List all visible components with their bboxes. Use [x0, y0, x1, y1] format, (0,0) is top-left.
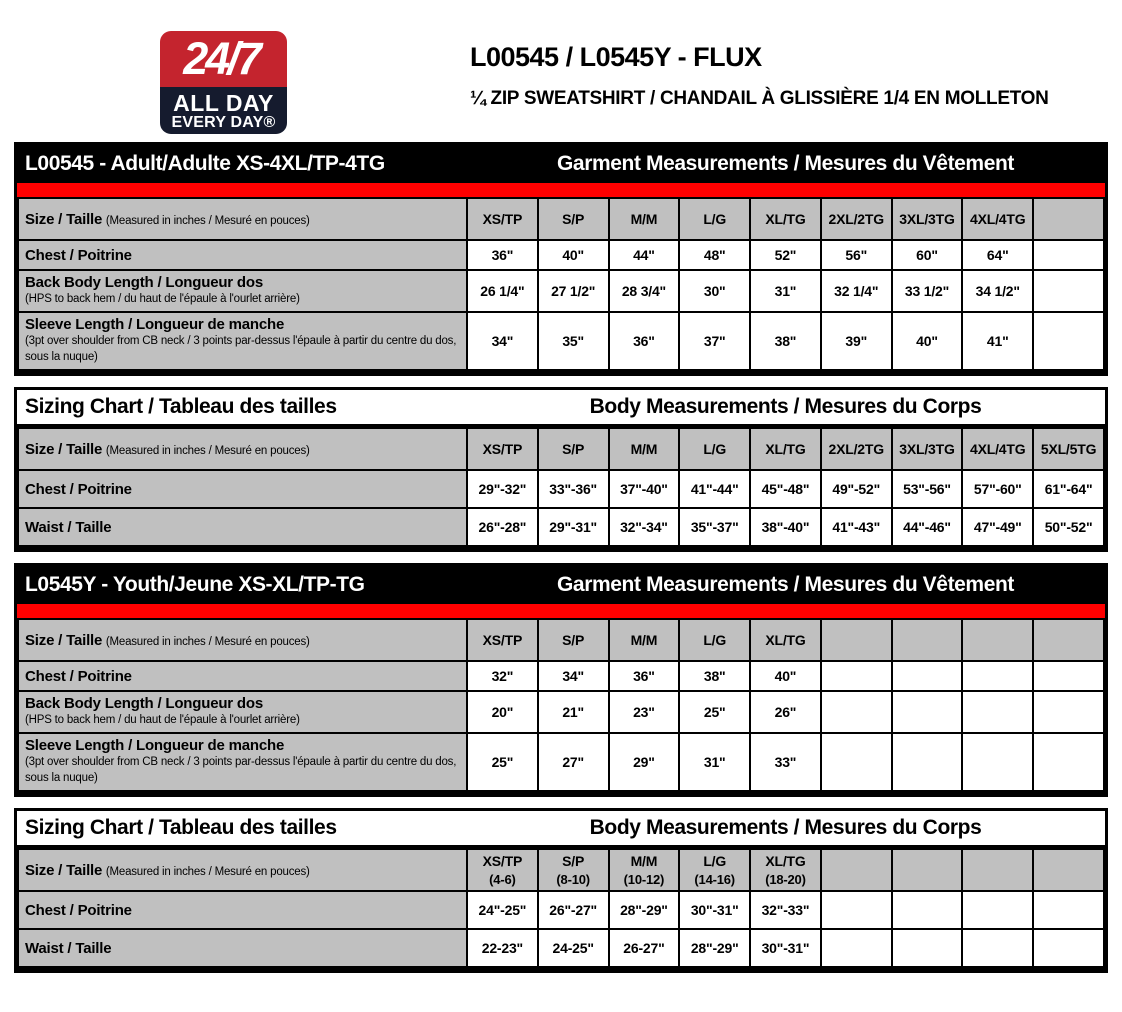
measurement-row — [18, 691, 1104, 733]
measure-value-cell — [1033, 733, 1104, 791]
logo-all-day-text: ALL DAY — [173, 90, 274, 116]
youth-body-size-row — [18, 849, 1104, 891]
measure-value-cell: 52" — [750, 240, 821, 270]
measure-value-cell: 28"-29" — [679, 929, 750, 967]
page-header — [0, 0, 1122, 142]
measure-value-cell: 32"-34" — [609, 508, 680, 546]
adult-body-title-bar — [17, 390, 1105, 427]
adult-body-title-right: Body Measurements / Mesures du Corps — [589, 395, 982, 419]
measure-value-cell — [1033, 929, 1104, 967]
measure-value-cell: 24"-25" — [467, 891, 538, 929]
size-col-name: XS/TP — [482, 632, 523, 649]
measure-value-cell — [1033, 691, 1104, 733]
size-taille-label-cell — [18, 619, 467, 661]
size-col-name: L/G — [703, 211, 727, 227]
size-charts-container — [0, 142, 1122, 973]
measure-value-cell: 60" — [892, 240, 963, 270]
measurement-row — [18, 733, 1104, 791]
size-col-name: XL/TG — [765, 853, 806, 870]
measure-label: Back Body Length / Longueur dos — [25, 695, 263, 713]
measure-value-cell: 50"-52" — [1033, 508, 1104, 546]
measure-value-cell: 31" — [750, 270, 821, 312]
adult-garment-grid — [17, 197, 1105, 371]
measure-value-cell: 28"-29" — [609, 891, 680, 929]
measure-value-cell: 30"-31" — [679, 891, 750, 929]
measure-value-cell: 40" — [538, 240, 609, 270]
measure-value-cell: 53"-56" — [892, 470, 963, 508]
measure-value-cell: 39" — [821, 312, 892, 370]
measure-value-cell: 30"-31" — [750, 929, 821, 967]
measure-value-cell: 32 1/4" — [821, 270, 892, 312]
measure-value-cell: 34" — [467, 312, 538, 370]
measure-label: Chest / Poitrine — [25, 667, 132, 685]
measure-value-cell: 40" — [892, 312, 963, 370]
size-col-name: L/G — [703, 441, 727, 458]
measure-value-cell — [821, 891, 892, 929]
measure-value-cell: 57"-60" — [962, 470, 1033, 508]
measure-value-cell: 38" — [679, 661, 750, 691]
adult-garment-title-bar — [17, 145, 1105, 183]
size-col-header — [750, 428, 821, 470]
measure-value-cell — [892, 661, 963, 691]
adult-garment-red-divider — [17, 183, 1105, 197]
size-col-name: S/P — [562, 211, 585, 227]
measure-value-cell: 29"-31" — [538, 508, 609, 546]
size-col-header — [750, 619, 821, 661]
size-col-header — [892, 198, 963, 240]
measure-value-cell — [962, 733, 1033, 791]
adult-body-chart — [14, 387, 1108, 552]
measure-value-cell: 26"-28" — [467, 508, 538, 546]
measure-value-cell — [1033, 270, 1104, 312]
measure-value-cell: 36" — [609, 312, 680, 370]
size-col-header — [962, 619, 1033, 661]
size-col-header — [750, 198, 821, 240]
youth-garment-title-right: Garment Measurements / Mesures du Vêtement — [556, 573, 1015, 597]
measure-label: Back Body Length / Longueur dos — [25, 274, 263, 291]
size-col-header — [538, 198, 609, 240]
size-col-header — [467, 619, 538, 661]
measure-label-cell — [18, 470, 467, 508]
size-col-header — [538, 619, 609, 661]
size-taille-label: Size / Taille — [25, 631, 103, 649]
measurement-row — [18, 508, 1104, 546]
measure-value-cell: 56" — [821, 240, 892, 270]
size-col-name: 2XL/2TG — [828, 441, 884, 458]
size-col-header — [609, 198, 680, 240]
adult-garment-chart — [14, 142, 1108, 376]
measure-value-cell: 64" — [962, 240, 1033, 270]
measure-label-cell — [18, 661, 467, 691]
adult-garment-title-left: L00545 - Adult/Adulte XS-4XL/TP-4TG — [25, 152, 385, 175]
measure-value-cell — [1033, 661, 1104, 691]
measure-label-cell — [18, 508, 467, 546]
measure-label: Waist / Taille — [25, 939, 112, 957]
measure-label: Chest / Poitrine — [25, 901, 132, 919]
measure-value-cell — [892, 929, 963, 967]
measurement-row — [18, 929, 1104, 967]
size-col-header — [821, 428, 892, 470]
size-col-name: L/G — [703, 853, 727, 870]
size-col-header — [1033, 619, 1104, 661]
size-col-header — [679, 849, 750, 891]
youth-garment-title-bar — [17, 566, 1105, 604]
measure-note: (3pt over shoulder from CB neck / 3 points par-dessus l'épaule à partir du centre du dos, sous la nuque) — [25, 334, 457, 364]
measure-label-cell — [18, 733, 467, 791]
measure-value-cell: 29"-32" — [467, 470, 538, 508]
measure-value-cell: 26 1/4" — [467, 270, 538, 312]
measure-value-cell: 21" — [538, 691, 609, 733]
measurement-row — [18, 312, 1104, 370]
adult-body-grid — [17, 427, 1105, 547]
size-col-header — [821, 619, 892, 661]
measure-value-cell: 38" — [750, 312, 821, 370]
measure-value-cell: 35"-37" — [679, 508, 750, 546]
youth-body-title-right: Body Measurements / Mesures du Corps — [589, 816, 982, 840]
size-col-header — [821, 198, 892, 240]
measure-value-cell: 38"-40" — [750, 508, 821, 546]
size-col-header — [962, 198, 1033, 240]
measure-value-cell: 26" — [750, 691, 821, 733]
measure-value-cell — [962, 929, 1033, 967]
size-col-name: XS/TP — [482, 441, 523, 458]
size-col-header — [609, 619, 680, 661]
measure-value-cell: 26-27" — [609, 929, 680, 967]
measure-value-cell: 31" — [679, 733, 750, 791]
measure-value-cell: 44"-46" — [892, 508, 963, 546]
youth-body-title-left: Sizing Chart / Tableau des tailles — [25, 816, 337, 840]
size-col-header — [679, 198, 750, 240]
measure-value-cell — [1033, 240, 1104, 270]
measure-value-cell: 27" — [538, 733, 609, 791]
size-col-name: M/M — [630, 853, 658, 870]
measure-value-cell — [892, 891, 963, 929]
logo-24-7-text: 24/7 — [160, 31, 287, 87]
size-taille-label: Size / Taille — [25, 861, 103, 879]
measure-label: Waist / Taille — [25, 518, 112, 536]
size-col-range: (8-10) — [556, 872, 590, 888]
size-col-header — [892, 849, 963, 891]
brand-logo — [160, 31, 287, 134]
measure-value-cell: 40" — [750, 661, 821, 691]
measure-label-cell — [18, 691, 467, 733]
adult-body-title-left: Sizing Chart / Tableau des tailles — [25, 395, 337, 419]
size-col-header — [679, 428, 750, 470]
measure-label-cell — [18, 240, 467, 270]
size-taille-label-cell — [18, 428, 467, 470]
measure-value-cell: 32" — [467, 661, 538, 691]
size-col-header — [1033, 849, 1104, 891]
size-col-header — [538, 428, 609, 470]
measure-value-cell: 33"-36" — [538, 470, 609, 508]
size-col-name: XS/TP — [482, 853, 523, 870]
size-col-name: XL/TG — [765, 441, 806, 458]
size-col-range: (18-20) — [765, 872, 806, 888]
size-units-note: (Measured in inches / Mesuré en pouces) — [105, 444, 310, 457]
measure-value-cell: 25" — [679, 691, 750, 733]
measure-value-cell: 27 1/2" — [538, 270, 609, 312]
measure-value-cell — [821, 691, 892, 733]
measure-value-cell: 41" — [962, 312, 1033, 370]
size-col-name: S/P — [562, 632, 585, 649]
size-col-name: XS/TP — [482, 211, 523, 227]
size-col-header — [1033, 428, 1104, 470]
youth-garment-size-row — [18, 619, 1104, 661]
size-units-note: (Measured in inches / Mesuré en pouces) — [105, 635, 310, 648]
size-col-header — [892, 428, 963, 470]
measure-value-cell — [821, 929, 892, 967]
size-col-header — [609, 849, 680, 891]
measure-value-cell: 28 3/4" — [609, 270, 680, 312]
measure-value-cell — [962, 891, 1033, 929]
logo-every-day-text: EVERY DAY® — [171, 114, 276, 131]
product-code-title: L00545 / L0545Y - FLUX — [470, 42, 762, 72]
youth-body-chart — [14, 808, 1108, 973]
measure-value-cell — [1033, 891, 1104, 929]
youth-garment-grid — [17, 618, 1105, 792]
measure-value-cell: 41"-43" — [821, 508, 892, 546]
measure-value-cell: 36" — [609, 661, 680, 691]
size-col-header — [467, 198, 538, 240]
measurement-row — [18, 270, 1104, 312]
size-col-header — [609, 428, 680, 470]
size-col-header — [538, 849, 609, 891]
size-units-note: (Measured in inches / Mesuré en pouces) — [105, 865, 310, 878]
size-units-note: (Measured in inches / Mesuré en pouces) — [105, 214, 310, 227]
measure-value-cell: 25" — [467, 733, 538, 791]
measure-label-cell — [18, 929, 467, 967]
measurement-row — [18, 240, 1104, 270]
measure-value-cell — [962, 691, 1033, 733]
size-taille-label-cell — [18, 198, 467, 240]
measure-label: Chest / Poitrine — [25, 480, 132, 498]
size-col-name: M/M — [630, 211, 658, 227]
measure-label-cell — [18, 270, 467, 312]
size-col-header — [892, 619, 963, 661]
size-col-header — [750, 849, 821, 891]
youth-body-grid — [17, 848, 1105, 968]
size-col-name: 2XL/2TG — [828, 211, 884, 227]
measure-value-cell: 47"-49" — [962, 508, 1033, 546]
youth-garment-chart — [14, 563, 1108, 797]
measurement-row — [18, 470, 1104, 508]
measure-value-cell — [892, 691, 963, 733]
measure-value-cell — [1033, 312, 1104, 370]
measure-value-cell — [821, 661, 892, 691]
product-name-subtitle: ¼ ZIP SWEATSHIRT / CHANDAIL À GLISSIÈRE 1/4 EN MOLLETON — [470, 88, 1049, 109]
size-taille-label-cell — [18, 849, 467, 891]
size-col-header — [962, 849, 1033, 891]
measure-value-cell: 41"-44" — [679, 470, 750, 508]
measure-label: Chest / Poitrine — [25, 246, 132, 264]
adult-body-size-row — [18, 428, 1104, 470]
measure-value-cell: 33" — [750, 733, 821, 791]
size-col-header — [467, 428, 538, 470]
size-col-name: 4XL/4TG — [970, 211, 1026, 227]
measure-label-cell — [18, 891, 467, 929]
youth-body-title-bar — [17, 811, 1105, 848]
measure-label-cell — [18, 312, 467, 370]
measure-value-cell: 33 1/2" — [892, 270, 963, 312]
size-col-name: L/G — [703, 632, 727, 649]
adult-garment-title-right: Garment Measurements / Mesures du Vêtement — [556, 152, 1015, 175]
measure-value-cell: 49"-52" — [821, 470, 892, 508]
measure-label: Sleeve Length / Longueur de manche — [25, 736, 285, 754]
measure-note: (HPS to back hem / du haut de l'épaule à l'ourlet arrière) — [25, 714, 300, 727]
title-block — [470, 42, 1110, 110]
measure-value-cell: 44" — [609, 240, 680, 270]
size-col-header — [467, 849, 538, 891]
measure-label: Sleeve Length / Longueur de manche — [25, 315, 285, 333]
measure-value-cell: 23" — [609, 691, 680, 733]
size-col-name: 4XL/4TG — [970, 441, 1026, 458]
measure-value-cell: 37" — [679, 312, 750, 370]
size-col-name: 5XL/5TG — [1040, 441, 1097, 458]
youth-garment-title-left: L0545Y - Youth/Jeune XS-XL/TP-TG — [25, 573, 365, 597]
size-col-name: XL/TG — [765, 632, 806, 649]
measure-value-cell: 35" — [538, 312, 609, 370]
youth-garment-red-divider — [17, 604, 1105, 618]
measure-value-cell: 36" — [467, 240, 538, 270]
measure-value-cell — [821, 733, 892, 791]
measure-value-cell: 30" — [679, 270, 750, 312]
measure-value-cell: 45"-48" — [750, 470, 821, 508]
measure-value-cell: 32"-33" — [750, 891, 821, 929]
size-col-range: (10-12) — [623, 872, 665, 888]
size-col-name: 3XL/3TG — [899, 441, 955, 458]
measure-note: (HPS to back hem / du haut de l'épaule à l'ourlet arrière) — [25, 293, 300, 305]
size-col-name: 3XL/3TG — [899, 211, 955, 227]
measurement-row — [18, 891, 1104, 929]
measure-value-cell — [892, 733, 963, 791]
measure-value-cell: 29" — [609, 733, 680, 791]
measure-value-cell: 37"-40" — [609, 470, 680, 508]
measure-note: (3pt over shoulder from CB neck / 3 points par-dessus l'épaule à partir du centre du dos, sous la nuque) — [25, 755, 457, 785]
logo-tagline — [160, 87, 287, 134]
size-col-header — [1033, 198, 1104, 240]
size-col-range: (14-16) — [694, 872, 735, 888]
adult-garment-size-row — [18, 198, 1104, 240]
measure-value-cell: 34" — [538, 661, 609, 691]
measure-value-cell: 26"-27" — [538, 891, 609, 929]
measure-value-cell: 24-25" — [538, 929, 609, 967]
size-col-name: S/P — [562, 853, 585, 870]
measure-value-cell: 61"-64" — [1033, 470, 1104, 508]
measure-value-cell: 34 1/2" — [962, 270, 1033, 312]
measure-value-cell — [962, 661, 1033, 691]
measure-value-cell: 48" — [679, 240, 750, 270]
size-col-name: XL/TG — [765, 211, 806, 227]
size-taille-label: Size / Taille — [25, 210, 103, 228]
size-col-name: S/P — [562, 441, 585, 458]
measure-value-cell: 22-23" — [467, 929, 538, 967]
size-taille-label: Size / Taille — [25, 440, 103, 458]
measurement-row — [18, 661, 1104, 691]
size-col-range: (4-6) — [489, 872, 516, 888]
measure-value-cell: 20" — [467, 691, 538, 733]
size-col-name: M/M — [630, 632, 658, 649]
size-col-header — [679, 619, 750, 661]
size-col-header — [962, 428, 1033, 470]
size-col-header — [821, 849, 892, 891]
size-col-name: M/M — [630, 441, 658, 458]
